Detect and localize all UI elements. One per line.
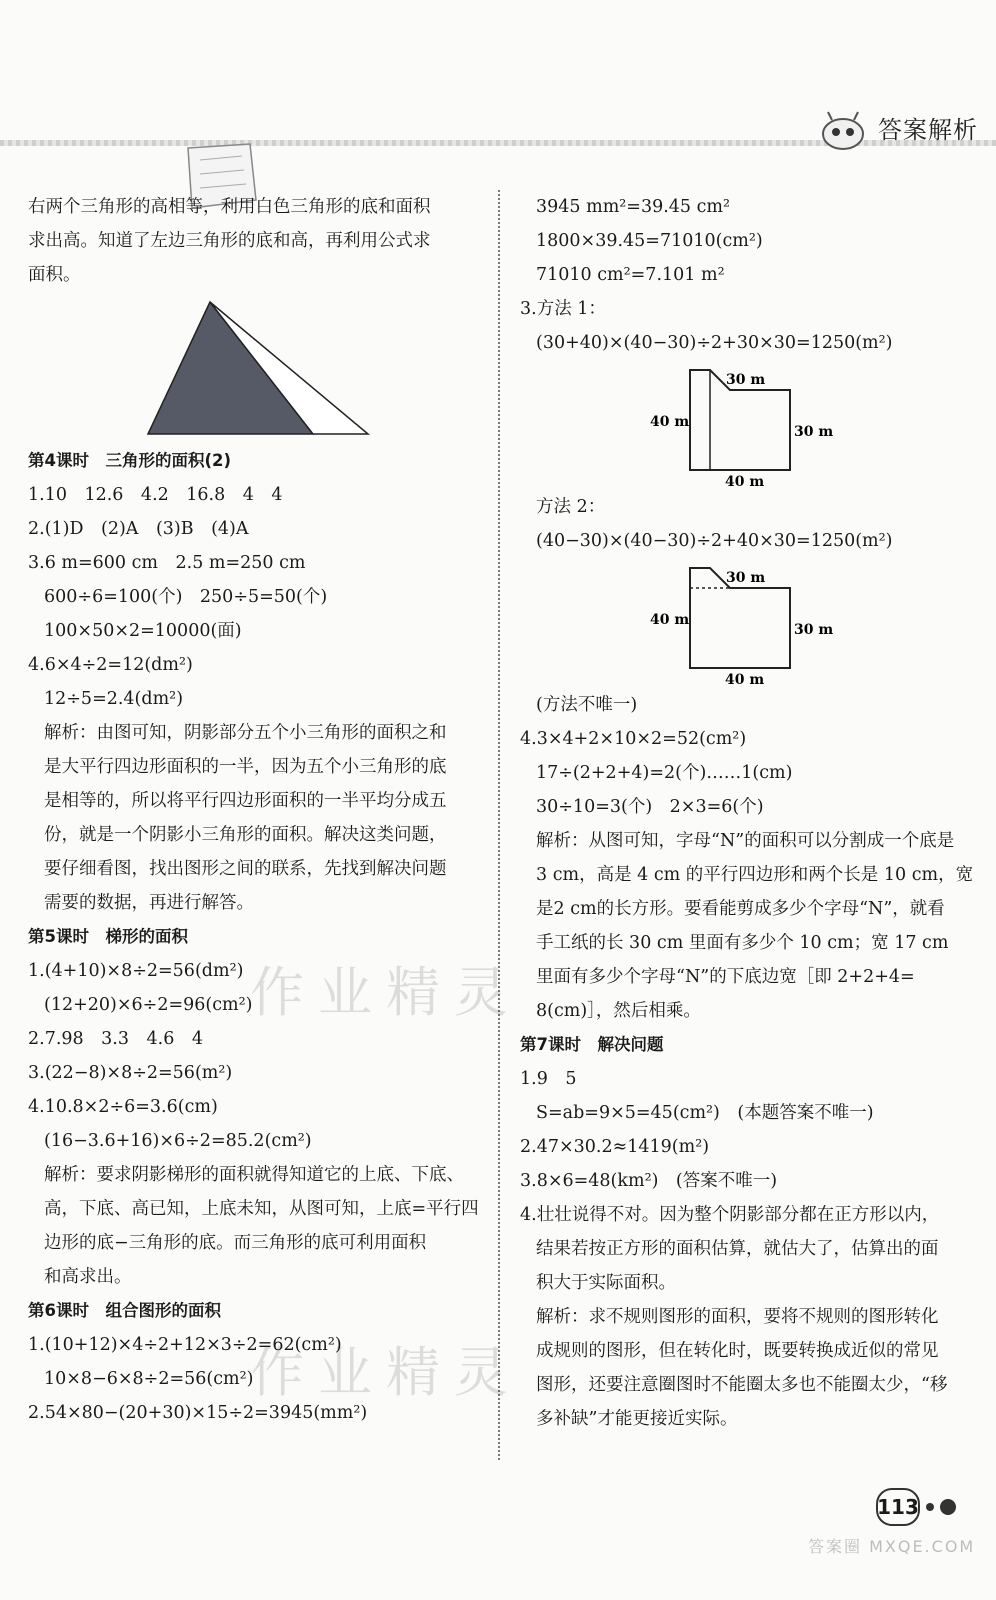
- answer-line: 4.壮壮说得不对。因为整个阴影部分都在正方形以内，: [520, 1205, 940, 1225]
- analysis-line: 图形，还要注意圈图时不能圈太多也不能圈太少，“移: [536, 1375, 948, 1395]
- analysis-line: 和高求出。: [44, 1267, 132, 1287]
- header-title: 答案解析: [878, 116, 978, 144]
- analysis-line: 边形的底−三角形的底。而三角形的底可利用面积: [44, 1233, 427, 1253]
- right-column: [520, 190, 980, 1436]
- composite-figure-2: [520, 558, 980, 688]
- lesson-title: 第7课时 解决问题: [520, 1035, 664, 1054]
- answer-line: 17÷(2+2+4)=2(个)……1(cm): [536, 763, 793, 783]
- answer-line: 积大于实际面积。: [536, 1273, 676, 1293]
- intro-line: 求出高。知道了左边三角形的底和高，再利用公式求: [28, 231, 431, 251]
- analysis-line: 解析：从图可知，字母“N”的面积可以分割成一个底是: [536, 831, 955, 851]
- analysis-line: 份，就是一个阴影小三角形的面积。解决这类问题，: [44, 825, 447, 845]
- method-label: 3.方法 1：: [520, 299, 606, 319]
- fig-label-bottom: 40 m: [725, 474, 765, 490]
- method-note: (方法不唯一): [536, 695, 638, 715]
- analysis-line: 多补缺”才能更接近实际。: [536, 1409, 738, 1429]
- fig-label-top: 30 m: [726, 570, 766, 586]
- analysis-line: 解析：由图可知，阴影部分五个小三角形的面积之和: [44, 723, 447, 743]
- dot-icon: [926, 1503, 934, 1511]
- method-formula: (30+40)×(40−30)÷2+30×30=1250(m²): [536, 333, 893, 353]
- column-divider: [498, 190, 500, 1460]
- answer-line: 100×50×2=10000(面): [44, 621, 242, 641]
- analysis-line: 里面有多少个字母“N”的下底边宽［即 2+2+4=: [536, 967, 915, 987]
- intro-line: 右两个三角形的高相等，利用白色三角形的底和面积: [28, 197, 431, 217]
- page-number-value: 113: [876, 1488, 920, 1526]
- answer-line: 结果若按正方形的面积估算，就估大了，估算出的面: [536, 1239, 939, 1259]
- answer-line: 1.(4+10)×8÷2=56(dm²): [28, 961, 244, 981]
- watermark: 作业精灵: [250, 961, 522, 1024]
- answer-line: 2.(1)D (2)A (3)B (4)A: [28, 519, 249, 539]
- fig-label-bottom: 40 m: [725, 672, 765, 688]
- analysis-line: 成规则的图形，但在转化时，既要转换成近似的常见: [536, 1341, 939, 1361]
- answer-line: (16−3.6+16)×6÷2=85.2(cm²): [44, 1131, 312, 1151]
- answer-line: 2.7.98 3.3 4.6 4: [28, 1029, 203, 1049]
- fig-label-left: 40 m: [650, 414, 690, 430]
- analysis-line: 手工纸的长 30 cm 里面有多少个 10 cm；宽 17 cm: [536, 933, 949, 953]
- answer-line: 1.(10+12)×4÷2+12×3÷2=62(cm²): [28, 1335, 342, 1355]
- lesson-title: 第5课时 梯形的面积: [28, 927, 188, 946]
- fig-label-right: 30 m: [794, 622, 834, 638]
- fig-label-left: 40 m: [650, 612, 690, 628]
- answer-line: 1800×39.45=71010(cm²): [536, 231, 763, 251]
- analysis-line: 8(cm)］，然后相乘。: [536, 1001, 701, 1021]
- analysis-line: 是大平行四边形面积的一半，因为五个小三角形的底: [44, 757, 447, 777]
- triangle-figure: [118, 294, 478, 444]
- answer-line: 1.9 5: [520, 1069, 577, 1089]
- answer-line: 600÷6=100(个) 250÷5=50(个): [44, 587, 328, 607]
- answer-line: 71010 cm²=7.101 m²: [536, 265, 725, 285]
- answer-line: 1.10 12.6 4.2 16.8 4 4: [28, 485, 283, 505]
- fig-label-top: 30 m: [726, 372, 766, 388]
- answer-line: 3.6 m=600 cm 2.5 m=250 cm: [28, 553, 306, 573]
- analysis-line: 是相等的，所以将平行四边形面积的一半平均分成五: [44, 791, 447, 811]
- answer-line: 30÷10=3(个) 2×3=6(个): [536, 797, 764, 817]
- answer-line: 4.3×4+2×10×2=52(cm²): [520, 729, 747, 749]
- analysis-line: 需要的数据，再进行解答。: [44, 893, 254, 913]
- answer-line: 3945 mm²=39.45 cm²: [536, 197, 731, 217]
- analysis-line: 解析：要求阴影梯形的面积就得知道它的上底、下底、: [44, 1165, 464, 1185]
- page-number: [876, 1488, 956, 1526]
- answer-line: 4.6×4÷2=12(dm²): [28, 655, 193, 675]
- answer-line: 2.47×30.2≈1419(m²): [520, 1137, 710, 1157]
- fig-label-right: 30 m: [794, 424, 834, 440]
- answer-line: 3.(22−8)×8÷2=56(m²): [28, 1063, 233, 1083]
- analysis-line: 3 cm，高是 4 cm 的平行四边形和两个长是 10 cm，宽: [536, 865, 974, 885]
- answer-line: 12÷5=2.4(dm²): [44, 689, 184, 709]
- corner-watermark: 答案圈 MXQE.COM: [808, 1537, 976, 1556]
- method-label: 方法 2：: [536, 497, 606, 517]
- answer-line: 4.10.8×2÷6=3.6(cm): [28, 1097, 218, 1117]
- analysis-line: 高，下底、高已知，上底未知，从图可知，上底=平行四: [44, 1199, 479, 1219]
- lesson-title: 第6课时 组合图形的面积: [28, 1301, 221, 1320]
- intro-line: 面积。: [28, 265, 81, 285]
- mascot-icon: [818, 108, 868, 152]
- answer-line: 2.54×80−(20+30)×15÷2=3945(mm²): [28, 1403, 368, 1423]
- analysis-line: 解析：求不规则图形的面积，要将不规则的图形转化: [536, 1307, 939, 1327]
- watermark: 作业精灵: [250, 1341, 522, 1404]
- left-column: [28, 190, 488, 1430]
- answer-line: (12+20)×6÷2=96(cm²): [44, 995, 253, 1015]
- analysis-line: 是2 cm的长方形。要看能剪成多少个字母“N”，就看: [536, 899, 945, 919]
- answer-line: 3.8×6=48(km²) (答案不唯一): [520, 1171, 778, 1191]
- lesson-title: 第4课时 三角形的面积(2): [28, 451, 232, 470]
- composite-figure-1: [520, 360, 980, 490]
- method-formula: (40−30)×(40−30)÷2+40×30=1250(m²): [536, 531, 893, 551]
- answer-line: 10×8−6×8÷2=56(cm²): [44, 1369, 254, 1389]
- dot-icon: [940, 1499, 956, 1515]
- answer-line: S=ab=9×5=45(cm²) (本题答案不唯一): [536, 1103, 874, 1123]
- analysis-line: 要仔细看图，找出图形之间的联系，先找到解决问题: [44, 859, 447, 879]
